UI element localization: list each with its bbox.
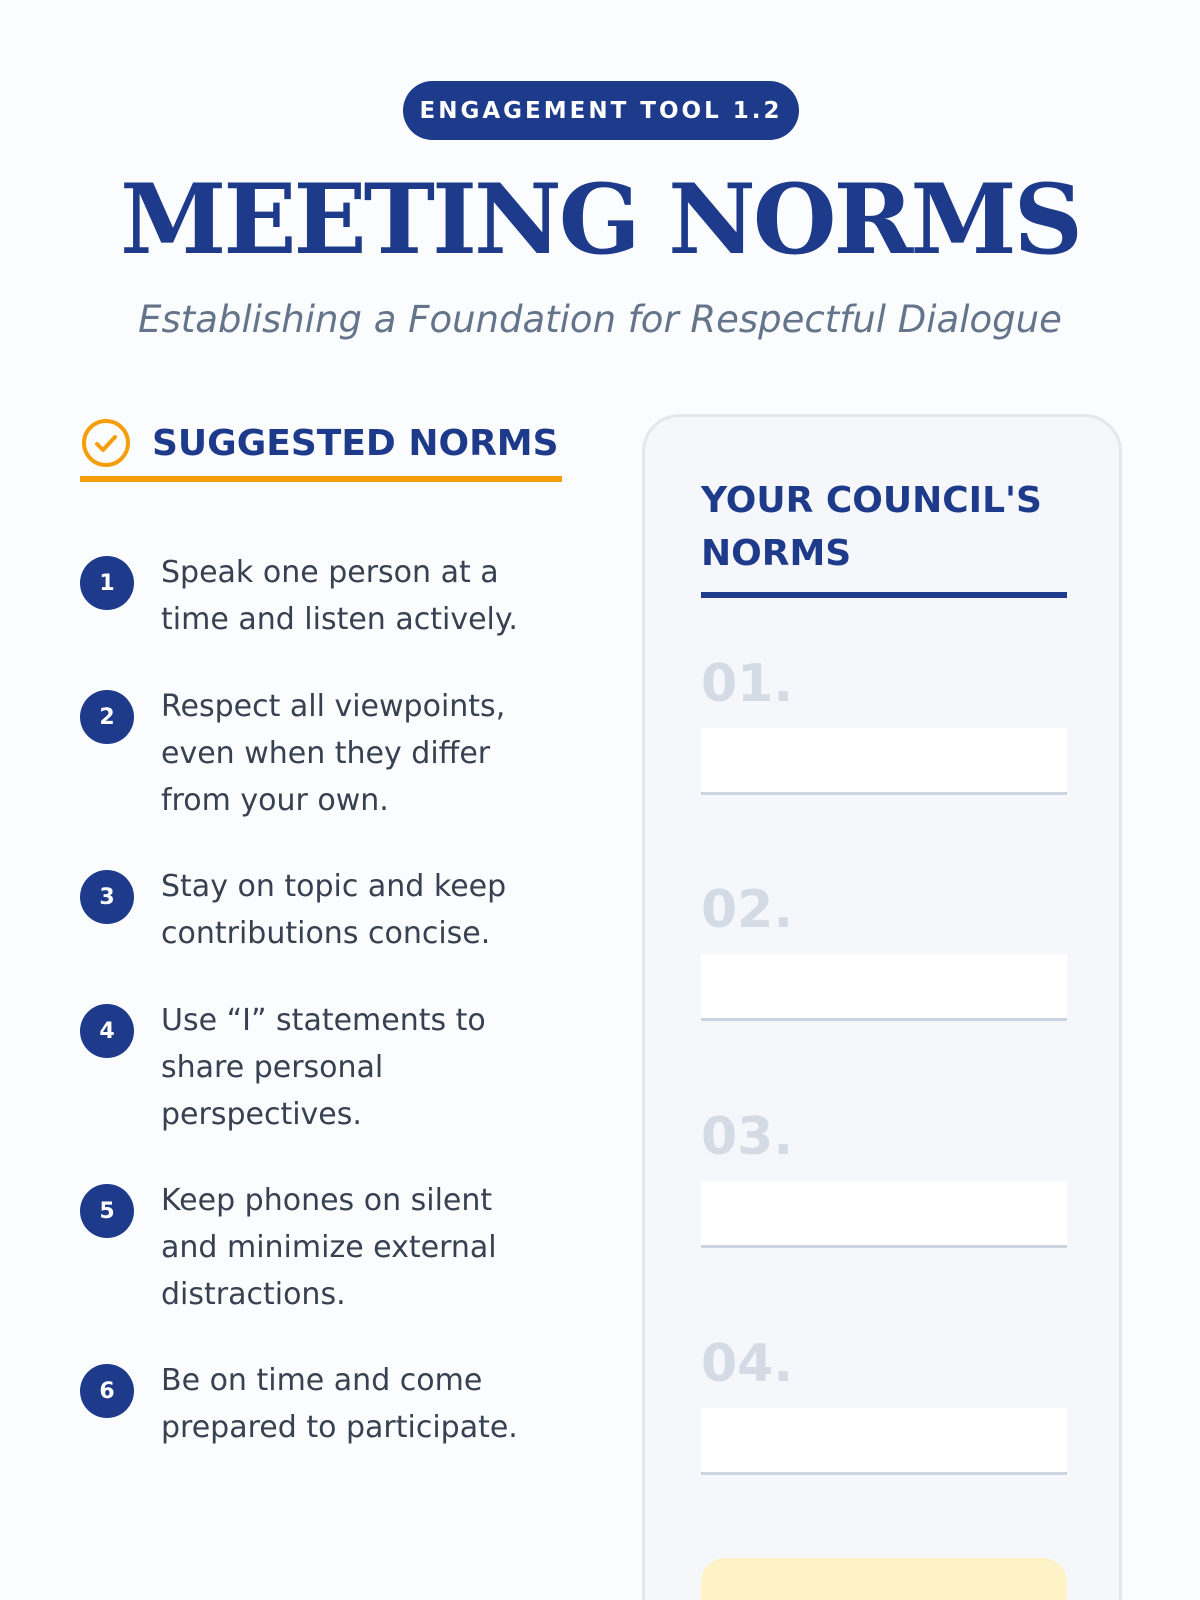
council-norm-slot-2 (701, 880, 1067, 1021)
norm-text: Be on time and come prepared to participate. (161, 1363, 518, 1445)
check-circle-icon (80, 417, 132, 469)
list-item (80, 1177, 562, 1318)
council-norm-slot-1 (701, 654, 1067, 795)
council-norms-title: YOUR COUNCIL'S NORMS (701, 480, 1042, 574)
council-norms-panel (642, 414, 1122, 1600)
norm-text: Respect all viewpoints, even when they differ from your own. (161, 689, 506, 818)
list-item (80, 997, 562, 1138)
norm-number: 2 (80, 690, 134, 744)
council-norm-slot-4 (701, 1334, 1067, 1475)
page-subtitle: Establishing a Foundation for Respectful Dialogue (138, 298, 1062, 341)
list-item (80, 683, 562, 824)
page-title: MEETING NORMS (120, 163, 1080, 276)
list-item (80, 1357, 562, 1451)
council-norm-slot-3 (701, 1107, 1067, 1248)
norm-number: 1 (80, 556, 134, 610)
slot-number: 02. (701, 880, 794, 940)
council-norm-input-2[interactable] (701, 954, 1067, 1021)
suggested-norms-section (80, 410, 562, 1445)
list-item (80, 549, 562, 643)
slot-number: 04. (701, 1334, 794, 1394)
suggested-norms-header (80, 410, 562, 482)
norm-text: Keep phones on silent and minimize external distractions. (161, 1183, 497, 1312)
callout-box (701, 1558, 1067, 1600)
norm-number: 5 (80, 1184, 134, 1238)
slot-number: 01. (701, 654, 794, 714)
norm-number: 4 (80, 1004, 134, 1058)
council-norm-input-3[interactable] (701, 1181, 1067, 1248)
norm-text: Use “I” statements to share personal perspectives. (161, 1003, 486, 1132)
norm-text: Speak one person at a time and listen actively. (161, 555, 518, 637)
slot-number: 03. (701, 1107, 794, 1167)
suggested-norms-title: SUGGESTED NORMS (152, 422, 559, 464)
council-norms-divider (701, 592, 1067, 598)
list-item (80, 863, 562, 957)
norm-text: Stay on topic and keep contributions concise. (161, 869, 507, 951)
engagement-tool-badge: ENGAGEMENT TOOL 1.2 (403, 81, 799, 140)
council-norm-input-1[interactable] (701, 728, 1067, 795)
council-norm-input-4[interactable] (701, 1408, 1067, 1475)
norm-number: 3 (80, 870, 134, 924)
norm-number: 6 (80, 1364, 134, 1418)
